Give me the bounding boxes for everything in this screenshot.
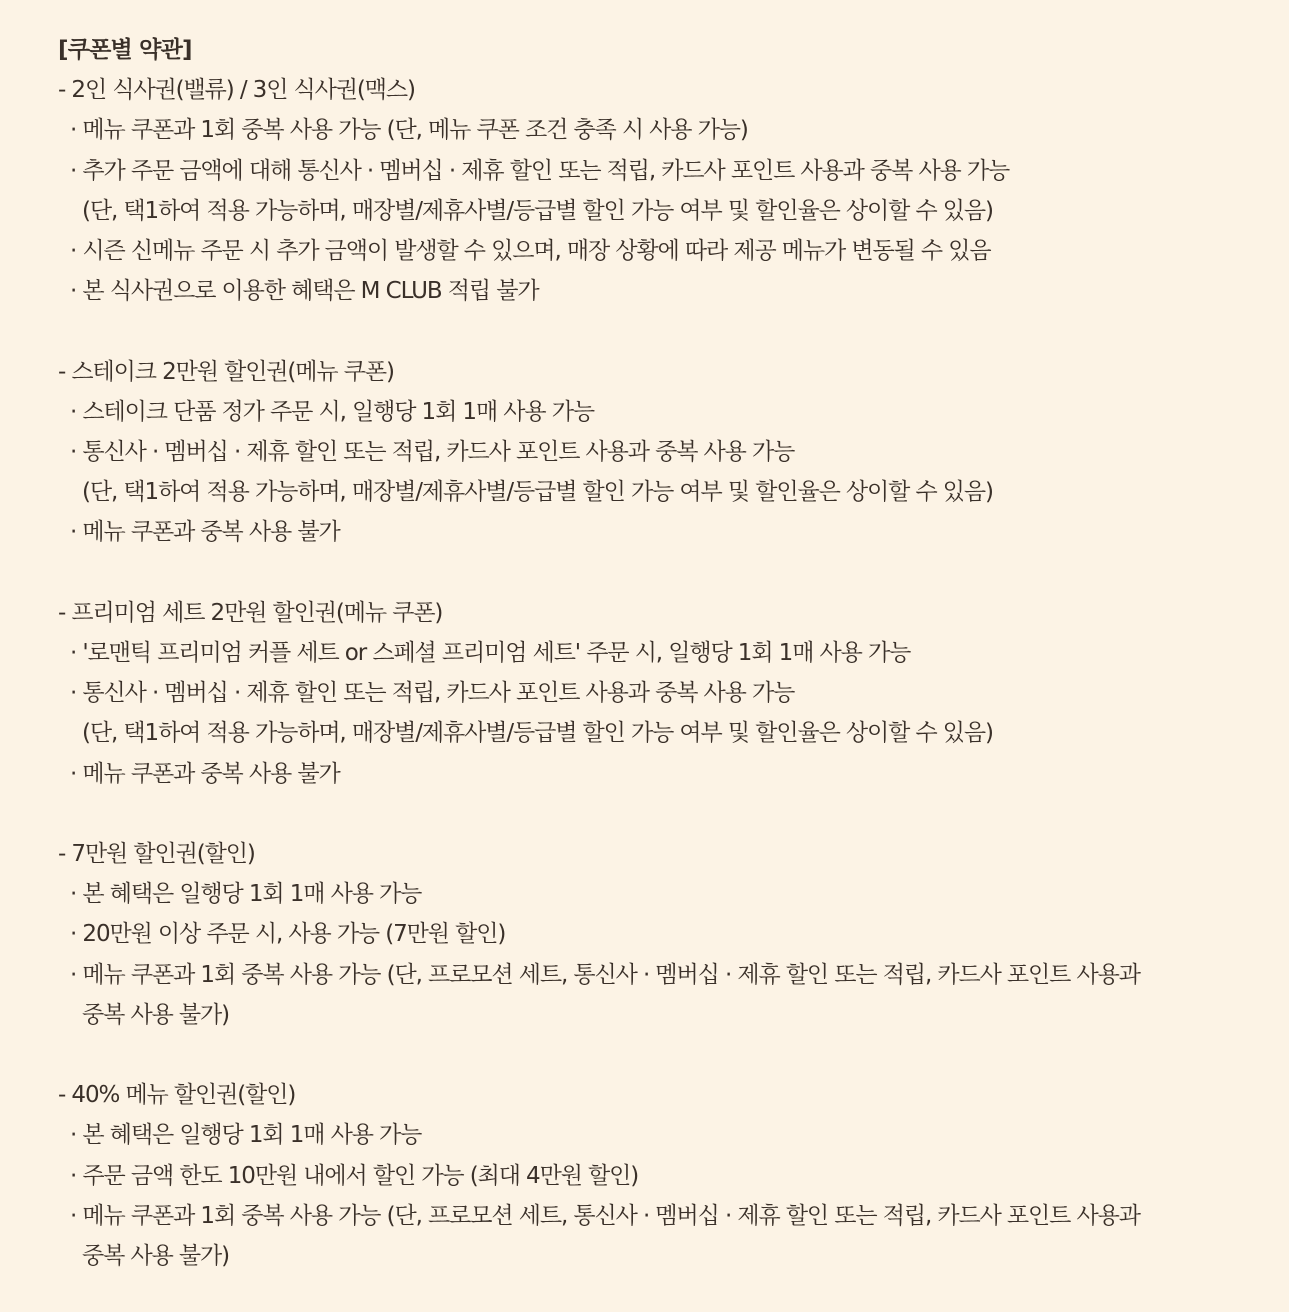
section-spacer — [58, 1035, 1258, 1075]
term-item: · 추가 주문 금액에 대해 통신사 · 멤버십 · 제휴 할인 또는 적립, 카드사 포인트 사용과 중복 사용 가능 — [70, 157, 1010, 184]
term-item-continuation: (단, 택1하여 적용 가능하며, 매장별/제휴사별/등급별 할인 가능 여부 및 할인율은 상이할 수 있음) — [82, 197, 993, 224]
section-2-3-person-meal-voucher — [58, 70, 1258, 311]
term-item-continuation: (단, 택1하여 적용 가능하며, 매장별/제휴사별/등급별 할인 가능 여부 및 할인율은 상이할 수 있음) — [82, 720, 993, 747]
term-item: · 통신사 · 멤버십 · 제휴 할인 또는 적립, 카드사 포인트 사용과 중복 사용 가능 — [70, 680, 795, 707]
section-premium-set-discount — [58, 593, 1258, 794]
term-item: · 주문 금액 한도 10만원 내에서 할인 가능 (최대 4만원 할인) — [70, 1162, 639, 1189]
section-spacer — [58, 794, 1258, 834]
section-heading: - 스테이크 2만원 할인권(메뉴 쿠폰) — [58, 358, 394, 385]
section-heading: - 7만원 할인권(할인) — [58, 841, 255, 868]
term-item: · 메뉴 쿠폰과 중복 사용 불가 — [70, 519, 340, 546]
term-item: · 메뉴 쿠폰과 1회 중복 사용 가능 (단, 프로모션 세트, 통신사 · 멤버십 · 제휴 할인 또는 적립, 카드사 포인트 사용과 — [70, 1202, 1140, 1229]
term-item-continuation: 중복 사용 불가) — [82, 1243, 230, 1270]
term-item: · 메뉴 쿠폰과 중복 사용 불가 — [70, 760, 340, 787]
term-item: · 20만원 이상 주문 시, 사용 가능 (7만원 할인) — [70, 921, 506, 948]
section-heading: - 2인 식사권(밸류) / 3인 식사권(맥스) — [58, 77, 415, 104]
section-spacer — [58, 553, 1258, 593]
term-item: · 메뉴 쿠폰과 1회 중복 사용 가능 (단, 메뉴 쿠폰 조건 충족 시 사용 가능) — [70, 117, 748, 144]
term-item: · '로맨틱 프리미엄 커플 세트 or 스페셜 프리미엄 세트' 주문 시, 일행당 1회 1매 사용 가능 — [70, 640, 911, 667]
section-70k-discount — [58, 834, 1258, 1035]
coupon-terms — [58, 30, 1258, 1276]
section-steak-discount — [58, 352, 1258, 553]
term-item-continuation: 중복 사용 불가) — [82, 1001, 230, 1028]
term-item: · 본 혜택은 일행당 1회 1매 사용 가능 — [70, 881, 422, 908]
term-item: · 본 식사권으로 이용한 혜택은 M CLUB 적립 불가 — [70, 278, 539, 305]
section-heading: - 프리미엄 세트 2만원 할인권(메뉴 쿠폰) — [58, 599, 443, 626]
terms-title: [쿠폰별 약관] — [58, 37, 192, 63]
term-item-continuation: (단, 택1하여 적용 가능하며, 매장별/제휴사별/등급별 할인 가능 여부 및 할인율은 상이할 수 있음) — [82, 479, 993, 506]
section-40-percent-discount — [58, 1075, 1258, 1276]
term-item: · 메뉴 쿠폰과 1회 중복 사용 가능 (단, 프로모션 세트, 통신사 · 멤버십 · 제휴 할인 또는 적립, 카드사 포인트 사용과 — [70, 961, 1140, 988]
term-item: · 본 혜택은 일행당 1회 1매 사용 가능 — [70, 1122, 422, 1149]
term-item: · 시즌 신메뉴 주문 시 추가 금액이 발생할 수 있으며, 매장 상황에 따라 제공 메뉴가 변동될 수 있음 — [70, 238, 991, 265]
term-item: · 통신사 · 멤버십 · 제휴 할인 또는 적립, 카드사 포인트 사용과 중복 사용 가능 — [70, 439, 795, 466]
section-heading: - 40% 메뉴 할인권(할인) — [58, 1082, 296, 1109]
term-item: · 스테이크 단품 정가 주문 시, 일행당 1회 1매 사용 가능 — [70, 398, 594, 425]
section-spacer — [58, 311, 1258, 351]
